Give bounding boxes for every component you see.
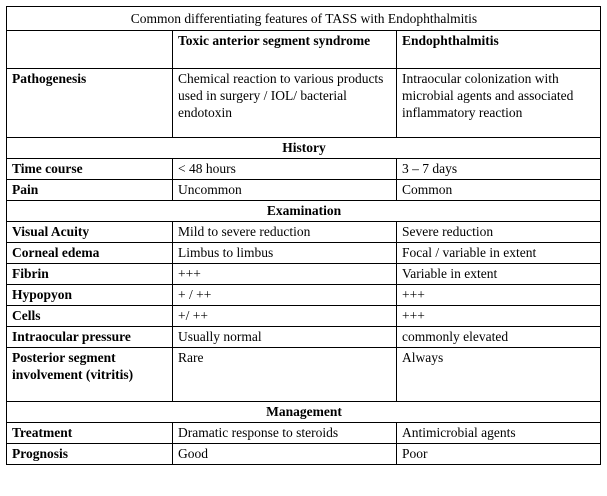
row-label: Treatment [7, 423, 173, 444]
tass-cell: Dramatic response to steroids [173, 423, 397, 444]
endophthalmitis-cell: Common [397, 180, 601, 201]
endophthalmitis-cell: Antimicrobial agents [397, 423, 601, 444]
table-row [7, 348, 601, 402]
row-label: Posterior segment involvement (vitritis) [7, 348, 173, 402]
column-header-tass: Toxic anterior segment syndrome [173, 31, 397, 69]
table-row [7, 306, 601, 327]
endophthalmitis-cell: Poor [397, 444, 601, 465]
document [6, 6, 601, 465]
section-row [7, 201, 601, 222]
row-label: Intraocular pressure [7, 327, 173, 348]
endophthalmitis-cell: commonly elevated [397, 327, 601, 348]
row-label: Hypopyon [7, 285, 173, 306]
table-row [7, 222, 601, 243]
tass-cell: < 48 hours [173, 159, 397, 180]
row-label: Fibrin [7, 264, 173, 285]
table-title-row [7, 7, 601, 31]
section-row [7, 138, 601, 159]
tass-cell: Usually normal [173, 327, 397, 348]
endophthalmitis-cell: 3 – 7 days [397, 159, 601, 180]
table-row [7, 285, 601, 306]
tass-cell: Good [173, 444, 397, 465]
section-heading: Management [7, 402, 601, 423]
tass-cell: Mild to severe reduction [173, 222, 397, 243]
column-header-row [7, 31, 601, 69]
endophthalmitis-cell: +++ [397, 285, 601, 306]
tass-cell: + / ++ [173, 285, 397, 306]
row-label: Cells [7, 306, 173, 327]
tass-cell: Limbus to limbus [173, 243, 397, 264]
tass-cell: Rare [173, 348, 397, 402]
comparison-table [6, 6, 601, 465]
section-row [7, 402, 601, 423]
endophthalmitis-cell: Always [397, 348, 601, 402]
tass-cell: +/ ++ [173, 306, 397, 327]
table-row [7, 423, 601, 444]
row-label: Pathogenesis [7, 69, 173, 138]
row-label: Visual Acuity [7, 222, 173, 243]
row-label: Time course [7, 159, 173, 180]
column-header-endophthalmitis: Endophthalmitis [397, 31, 601, 69]
tass-cell: Uncommon [173, 180, 397, 201]
tass-cell: Chemical reaction to various products used in surgery / IOL/ bacterial endotoxin [173, 69, 397, 138]
table-row [7, 243, 601, 264]
endophthalmitis-cell: Intraocular colonization with microbial agents and associated inflammatory reaction [397, 69, 601, 138]
section-heading: Examination [7, 201, 601, 222]
table-row [7, 69, 601, 138]
section-heading: History [7, 138, 601, 159]
endophthalmitis-cell: Variable in extent [397, 264, 601, 285]
column-header-feature [7, 31, 173, 69]
table-body [7, 69, 601, 465]
table-title: Common differentiating features of TASS with Endophthalmitis [7, 7, 601, 31]
table-row [7, 180, 601, 201]
table-row [7, 159, 601, 180]
row-label: Corneal edema [7, 243, 173, 264]
endophthalmitis-cell: +++ [397, 306, 601, 327]
table-row [7, 264, 601, 285]
row-label: Prognosis [7, 444, 173, 465]
table-row [7, 444, 601, 465]
table-row [7, 327, 601, 348]
endophthalmitis-cell: Severe reduction [397, 222, 601, 243]
tass-cell: +++ [173, 264, 397, 285]
endophthalmitis-cell: Focal / variable in extent [397, 243, 601, 264]
row-label: Pain [7, 180, 173, 201]
